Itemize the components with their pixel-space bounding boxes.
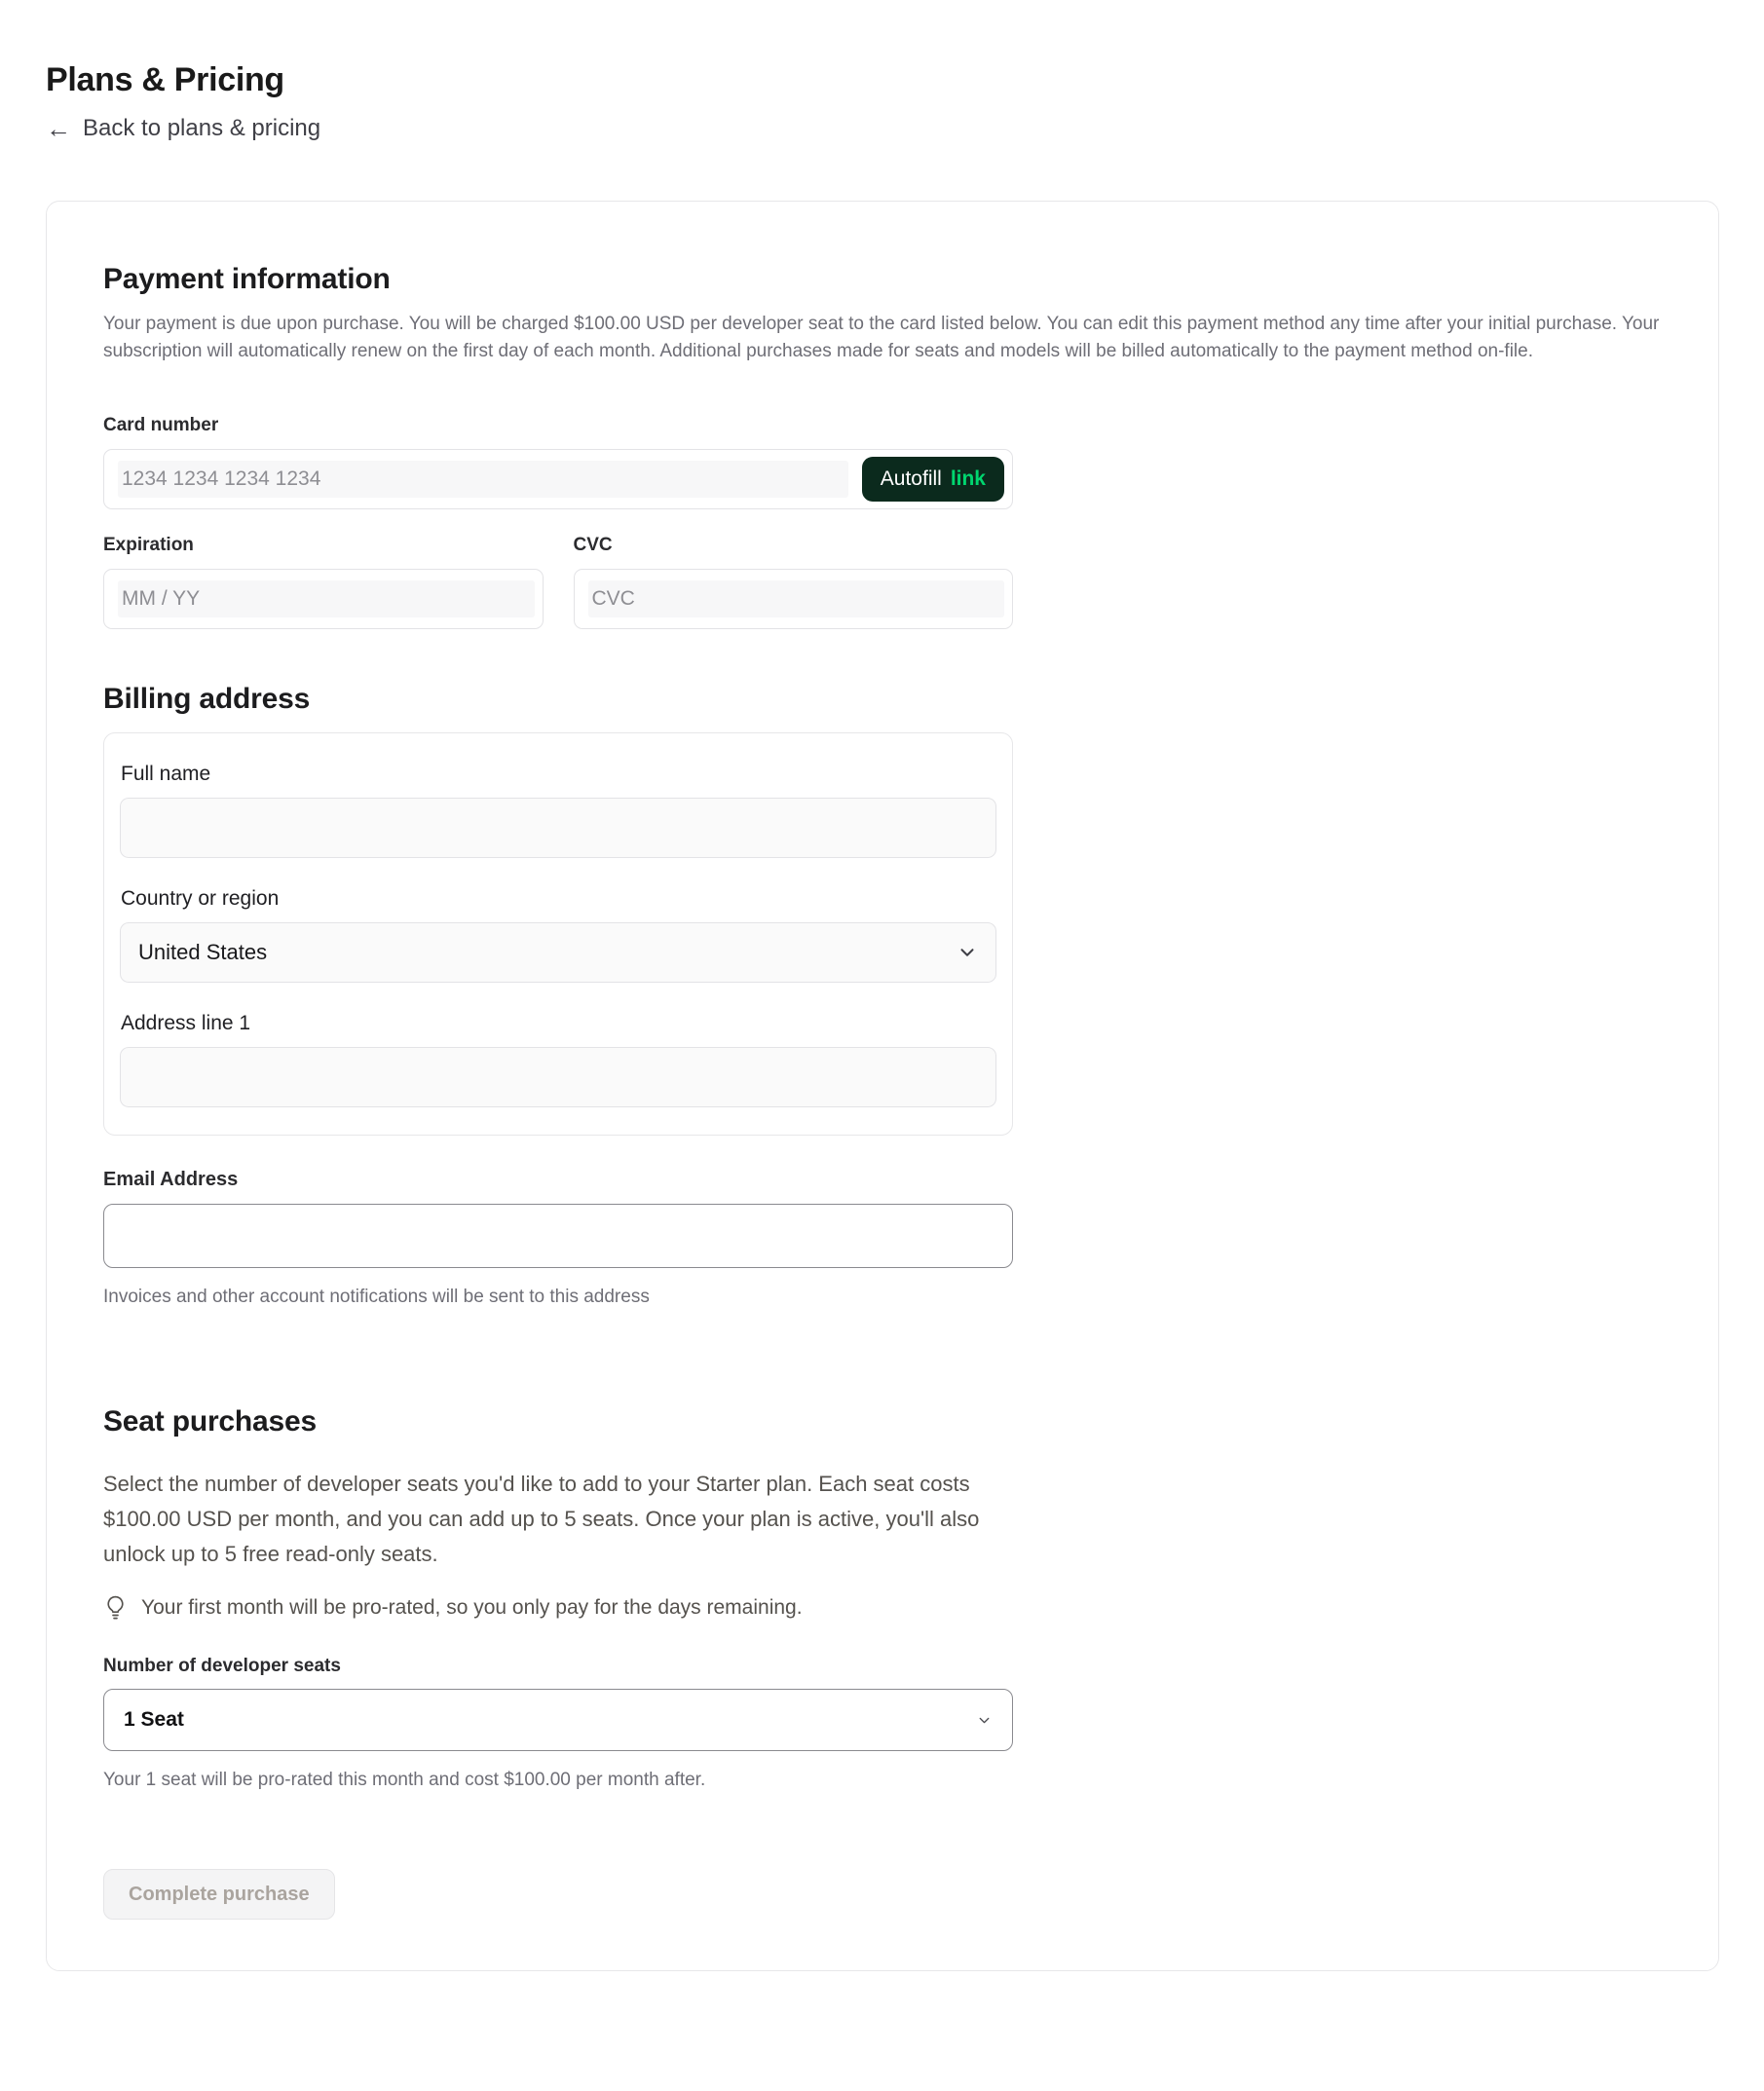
cvc-label: CVC	[573, 535, 613, 555]
email-block	[103, 1169, 1662, 1310]
payment-heading: Payment information	[103, 263, 391, 295]
billing-section	[103, 682, 1662, 1310]
autofill-link-button[interactable]	[862, 457, 1004, 502]
autofill-label: Autofill	[880, 467, 942, 490]
chevron-down-icon	[976, 1712, 993, 1729]
card-number-placeholder-area	[118, 461, 848, 498]
back-link[interactable]	[46, 112, 320, 144]
country-selected-value: United States	[138, 940, 268, 964]
expiration-placeholder-area	[118, 580, 535, 617]
email-helper-text: Invoices and other account notifications will be sent to this address	[103, 1287, 650, 1307]
seat-count-helper-text: Your 1 seat will be pro-rated this month and cost $100.00 per month after.	[103, 1770, 706, 1790]
payment-section	[103, 262, 1662, 629]
billing-heading: Billing address	[103, 683, 311, 715]
address-line1-label: Address line 1	[121, 1012, 251, 1034]
full-name-label: Full name	[121, 763, 211, 785]
back-arrow-icon: ←	[46, 113, 71, 143]
seats-section	[103, 1404, 1662, 1793]
email-input[interactable]	[103, 1204, 1013, 1268]
cvc-placeholder: CVC	[591, 587, 635, 610]
prorate-tip	[103, 1593, 1662, 1623]
cvc-input[interactable]	[574, 569, 1014, 629]
seat-count-select[interactable]	[103, 1689, 1013, 1751]
prorate-tip-text: Your first month will be pro-rated, so you only pay for the days remaining.	[141, 1596, 803, 1619]
chevron-down-icon	[957, 942, 978, 963]
lightbulb-icon	[103, 1593, 128, 1623]
expiration-input[interactable]	[103, 569, 544, 629]
seat-count-selected-value: 1 Seat	[124, 1708, 184, 1731]
country-select[interactable]	[120, 922, 996, 983]
payment-description: Your payment is due upon purchase. You will be charged $100.00 USD per developer seat to the card listed below. You can edit this payment method any time after your initial purchase. Your subscription will automatically renew on the first day of each month. Additional purchases made for seats and models will be billed automatically to the payment method on-file.	[103, 314, 1660, 361]
card-number-input[interactable]	[103, 449, 1013, 509]
expiration-placeholder: MM / YY	[122, 587, 201, 610]
full-name-input[interactable]	[120, 798, 996, 858]
cvc-placeholder-area	[588, 580, 1005, 617]
page-title: Plans & Pricing	[46, 61, 284, 98]
back-link-label: Back to plans & pricing	[83, 115, 321, 141]
expiration-label: Expiration	[103, 535, 194, 555]
link-brand-logo: link	[950, 467, 986, 490]
complete-purchase-button[interactable]: Complete purchase	[103, 1869, 335, 1920]
card-number-label: Card number	[103, 415, 219, 435]
address-line1-input[interactable]	[120, 1047, 996, 1107]
seat-count-label: Number of developer seats	[103, 1656, 341, 1676]
card-number-placeholder: 1234 1234 1234 1234	[122, 467, 321, 490]
seats-description: Select the number of developer seats you'd like to add to your Starter plan. Each seat costs $100.00 USD per month, and you can add up to 5 seats. Once your plan is active, you'll also unlock up to 5 free read-only seats.	[103, 1472, 980, 1566]
billing-address-card	[103, 732, 1013, 1136]
seats-heading: Seat purchases	[103, 1405, 317, 1438]
email-label: Email Address	[103, 1169, 239, 1190]
checkout-card	[46, 201, 1719, 1971]
country-label: Country or region	[121, 887, 280, 910]
